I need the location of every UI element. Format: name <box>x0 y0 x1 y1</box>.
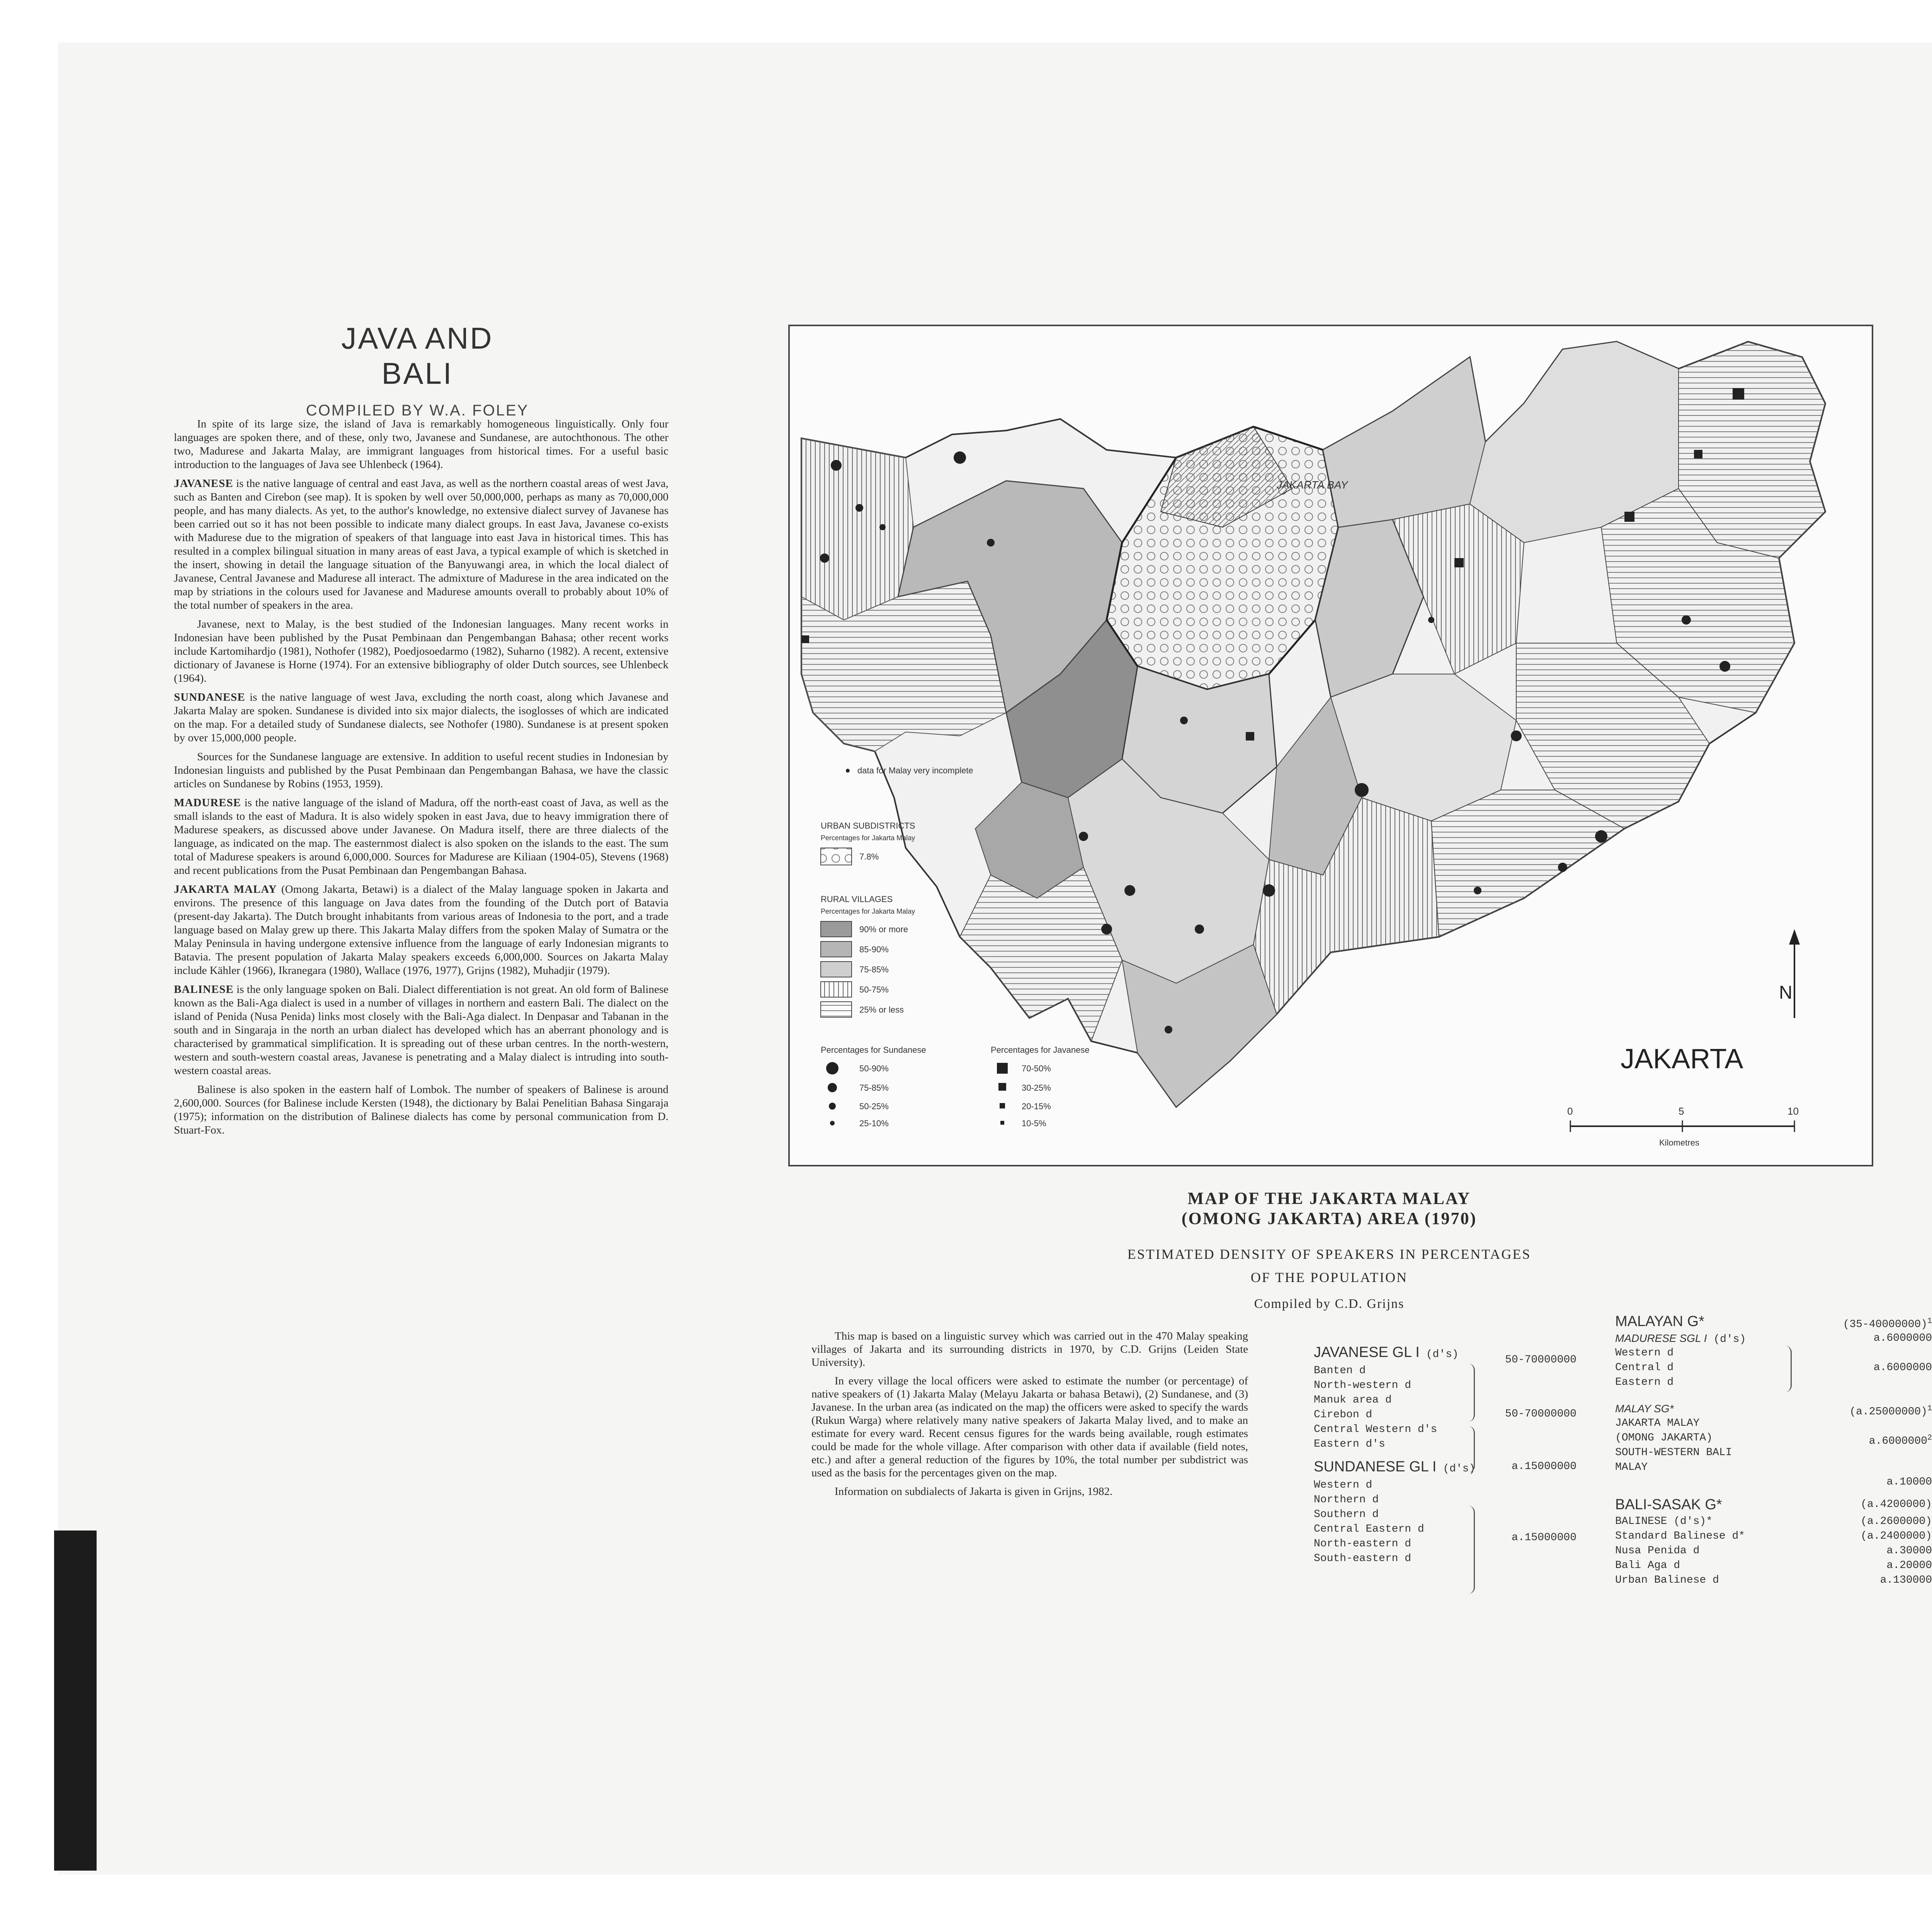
balinese-heading: BALINESE <box>174 983 234 996</box>
balinese-section <box>174 983 668 1078</box>
dialect-item: Western d <box>1314 1479 1372 1491</box>
legend-urban-item: 7.8% <box>859 852 879 861</box>
dialect-count: (a.2400000) <box>1861 1530 1932 1542</box>
legend-rural-title: RURAL VILLAGES <box>821 894 893 904</box>
jakarta-malay-heading: JAKARTA MALAY <box>174 883 277 896</box>
intro-column <box>174 417 668 1142</box>
balinese-text: is the only language spoken on Bali. Dialect differentiation is not great. An old form of Balinese known as the Bali-Aga dialect is used in a number of villages in northern and eastern Bali. The dialect on the island of Penida (Nusa Penida) links most closely with the Bali-Aga dialect. In Denpasar and Tabanan in the south and in Singaraja in the north an urban dialect has developed which has an aberrant phonology and is characterised by grammatical simplification. It is spreading out of these urban centres. In the north-western, western and south-western coastal areas, Javanese is penetrating and a Malay dialect is intruding into south-western coastal areas. <box>174 983 668 1077</box>
legend-sundanese-item: 75-85% <box>859 1083 889 1093</box>
javanese-text: is the native language of central and east Java, as well as the northern coastal areas of west Java, such as Banten and Cirebon (see map). It is spoken by well over 50,000,000, perhaps as many as 70,000,000 people, and has many dialects. As yet, to the author's knowledge, no extensive dialect survey of Javanese has been carried out so it has not been possible to indicate many dialect groups. In east Java, Javanese co-exists with Madurese due to the migration of speakers of that language into east Java in historical times. This has resulted in a complex bilingual situation in many areas of east Java, a typical example of which is sketched in the insert, showing in detail the language situation of the Banyuwangi area, in which the local dialect of Javanese, Central Javanese and Madurese all interact. The admixture of Madurese in the area indicated on the map by striations in the colours used for Javanese and Madurese amounts overall to probably about 10% of the total number of speakers in the area. <box>174 477 668 611</box>
javanese-section <box>174 477 668 612</box>
dialect-item: Western d <box>1615 1347 1674 1359</box>
jakarta-malay-section <box>174 883 668 977</box>
legend-urban-subtitle: Percentages for Jakarta Malay <box>821 834 915 842</box>
classification-javanese-sundanese <box>1314 1345 1577 1566</box>
dialect-item: Banten d <box>1314 1365 1366 1377</box>
map-description-paragraph: Information on subdialects of Jakarta is given in Grijns, 1982. <box>835 1485 1113 1498</box>
scale-tick-label: 5 <box>1679 1105 1684 1117</box>
dialect-item: Manuk area d <box>1314 1394 1392 1406</box>
sundanese-heading: SUNDANESE <box>174 691 245 703</box>
dialect-item: North-western d <box>1314 1379 1412 1391</box>
dialect-item: Urban Balinese d <box>1615 1574 1719 1586</box>
javanese-text-2: Javanese, next to Malay, is the best studied of the Indonesian languages. Many recent works in Indonesian have been published by the Pusat Pembinaan dan Pengembangan Bahasa; other recent works include Kartomihardjo (1981), Nothofer (1982), Poedjosoedarmo (1982), Suharno (1982). A recent, extensive dictionary of Javanese is Horne (1974). For an extensive bibliography of older Dutch sources, see Uhlenbeck (1964). <box>174 618 668 684</box>
dialect-item: North-eastern d <box>1314 1538 1412 1550</box>
madurese-section <box>174 796 668 877</box>
jakarta-map-frame <box>788 325 1873 1166</box>
sundanese-text: is the native language of west Java, excluding the north coast, along which Javanese and Jakarta Malay are spoken. Sundanese is divided into six major dialects, the isoglosses of which are indicated on the map. For a detailed study of Sundanese dialects, see Nothofer (1980). Sundanese is at present spoken by over 15,000,000 people. <box>174 691 668 744</box>
madurese-count: a.6000000 <box>1873 1362 1932 1374</box>
legend-urban-title: URBAN SUBDISTRICTS <box>821 821 915 831</box>
balinese-text-2: Balinese is also spoken in the eastern half of Lombok. The number of speakers of Balinese is around 2,600,000. Sources (for Balinese include Kersten (1948), the dictionary by Balai Penelitian Bahasa Singaraja (1975); information on the distribution of Balinese dialects has come by personal communication from D. Stuart-Fox. <box>174 1083 668 1136</box>
sundanese-head-count: a.15000000 <box>1511 1461 1577 1473</box>
dialect-item: Bali Aga d <box>1615 1559 1680 1571</box>
map-subtitle-line-2: OF THE POPULATION <box>1250 1270 1408 1285</box>
classification-malayan-balisasak <box>1615 1314 1932 1588</box>
sundanese-group-heading: SUNDANESE GL I <box>1314 1459 1437 1475</box>
malayan-count-wrap <box>1843 1314 1932 1332</box>
map-caption <box>788 1188 1870 1311</box>
javanese-count: 50-70000000 <box>1505 1354 1577 1366</box>
jakarta-map <box>790 326 1872 1165</box>
dialect-count: a.20000 <box>1886 1559 1932 1571</box>
dialect-item: BALINESE (d's)* <box>1615 1515 1713 1527</box>
dialect-item: MALAY <box>1615 1461 1648 1473</box>
jakarta-count: a.6000000 <box>1869 1435 1927 1447</box>
dialect-item: Eastern d's <box>1314 1438 1385 1450</box>
dialect-item: South-eastern d <box>1314 1553 1412 1565</box>
edge-strip <box>54 1531 97 1871</box>
legend-sundanese-item: 50-90% <box>859 1064 889 1073</box>
madurese-count: a.6000000 <box>1873 1332 1932 1344</box>
sw-bali-malay-count: a.10000 <box>1886 1476 1932 1488</box>
dialect-item: Central Western d's <box>1314 1423 1437 1435</box>
scale-bar <box>1567 1105 1799 1147</box>
sundanese-section <box>174 691 668 745</box>
jakarta-malay-text: (Omong Jakarta, Betawi) is a dialect of the Malay language spoken in Jakarta and environs. The presence of this language on Java dates from the founding of the Dutch port of Batavia (present-day Jakarta). The Dutch brought inhabitants from various areas of Indonesia to the port, and a trade language based on Malay grew up there. This Jakarta Malay differs from the spoken Malay of Sumatra or the Malay Peninsula in having undergone extensive influence from the language of early Indonesian migrants to Batavia. The present population of Jakarta Malay speakers exceeds 6,000,000. Sources on Jakarta Malay include Kähler (1966), Ikranegara (1980), Wallace (1976, 1977), Grijns (1982), Muhadjir (1979). <box>174 883 668 977</box>
dialect-item: SOUTH-WESTERN BALI <box>1615 1447 1732 1459</box>
legend-rural-item: 50-75% <box>859 985 889 994</box>
intro-paragraph: In spite of its large size, the island of Java is remarkably homogeneous linguistically. Only four languages are spoken there, and of these, only two, Javanese and Sundanese, are autochthonous. The other two, Madurese and Jakarta Malay, are immigrant languages from historical times. For a useful basic introduction to the languages of Java see Uhlenbeck (1964). <box>174 418 668 471</box>
scale-unit-label: Kilometres <box>1659 1138 1699 1147</box>
compiler-credit: COMPILED BY W.A. FOLEY <box>306 402 529 419</box>
note-ref: 1 <box>1927 1404 1932 1413</box>
legend-sundanese-item: 50-25% <box>859 1102 889 1111</box>
legend-incomplete-note: data for Malay very incomplete <box>857 766 973 775</box>
bali-sasak-count: (a.4200000) <box>1861 1498 1932 1510</box>
scale-tick-label: 10 <box>1787 1105 1799 1117</box>
dialect-item: Standard Balinese d* <box>1615 1530 1745 1542</box>
legend-javanese-item: 20-15% <box>1022 1102 1051 1111</box>
dialect-count: a.30000 <box>1886 1545 1932 1557</box>
dialect-item: Central d <box>1615 1362 1674 1374</box>
dialect-item: Nusa Penida d <box>1615 1545 1700 1557</box>
brace <box>1785 1346 1792 1392</box>
legend-rural-subtitle: Percentages for Jakarta Malay <box>821 907 915 915</box>
note-ref: 2 <box>1927 1433 1932 1442</box>
brace <box>1468 1506 1475 1594</box>
dialect-item: Northern d <box>1314 1494 1379 1506</box>
dialect-item: (OMONG JAKARTA) <box>1615 1432 1713 1444</box>
dialect-item: Cirebon d <box>1314 1409 1372 1421</box>
madurese-group-tag: (d's) <box>1713 1333 1746 1345</box>
sundanese-group-tag: (d's) <box>1443 1463 1476 1475</box>
north-label: N <box>1779 982 1793 1003</box>
map-title-line-2: (OMONG JAKARTA) AREA (1970) <box>1181 1209 1477 1228</box>
javanese-group-tag: (d's) <box>1426 1348 1459 1360</box>
malayan-count: (35-40000000) <box>1843 1318 1927 1331</box>
sheet-title-block <box>301 321 533 419</box>
north-arrow <box>1779 929 1800 1018</box>
map-subtitle-line-1: ESTIMATED DENSITY OF SPEAKERS IN PERCENTAGES <box>1127 1246 1531 1262</box>
javanese-heading: JAVANESE <box>174 477 233 490</box>
malay-subgroup-heading: MALAY SG* <box>1615 1403 1674 1415</box>
map-title-line-1: MAP OF THE JAKARTA MALAY <box>1187 1189 1471 1208</box>
map-description-paragraph: In every village the local officers were asked to estimate the number (or percentage) of native speakers of (1) Jakarta Malay (Melayu Jakarta or bahasa Betawi), (2) Sundanese, and (3) Javanese. In the urban area (as indicated on the map) the officers were asked to specify the wards (Rukun Warga) where relatively many native speakers of Jakarta Malay lived, and to make an estimate for every ward. Recent census figures for the wards being available, rough estimates could be made for the whole village. After comparison with other data if available (field notes, etc.) and after a general reduction of the figures by 10%, the total number per subdistrict was used as the basis for the percentages given on the map. <box>811 1375 1248 1479</box>
legend-rural-item: 75-85% <box>859 965 889 974</box>
dialect-item: Central Eastern d <box>1314 1523 1424 1535</box>
legend-rural-item: 25% or less <box>859 1005 904 1015</box>
bali-sasak-heading: BALI-SASAK G* <box>1615 1496 1722 1513</box>
legend-javanese-item: 70-50% <box>1022 1064 1051 1073</box>
city-label: JAKARTA <box>1621 1044 1743 1074</box>
legend-javanese-title: Percentages for Javanese <box>991 1045 1090 1055</box>
note-ref: 1 <box>1927 1317 1932 1326</box>
legend-sundanese-item: 25-10% <box>859 1119 889 1128</box>
madurese-heading: MADURESE <box>174 797 241 809</box>
bay-label: JAKARTA BAY <box>1277 479 1348 491</box>
dialect-count: a.130000 <box>1880 1574 1932 1586</box>
map-description-paragraph: This map is based on a linguistic survey which was carried out in the 470 Malay speaking villages of Jakarta and its surrounding districts in 1970, by C.D. Grijns (Leiden State University). <box>811 1330 1248 1369</box>
javanese-count: 50-70000000 <box>1505 1408 1577 1420</box>
sundanese-text-2: Sources for the Sundanese language are extensive. In addition to useful recent studies in Indonesian by Indonesian linguists and published by the Pusat Pembinaan dan Pengembangan Bahasa, we have the classic articles on Sundanese by Robins (1953, 1959). <box>174 751 668 790</box>
legend-rural-item: 85-90% <box>859 945 889 954</box>
dialect-count: (a.2600000) <box>1861 1515 1932 1527</box>
legend-javanese-item: 30-25% <box>1022 1083 1051 1093</box>
sheet-title: JAVA AND BALI <box>341 321 493 390</box>
brace <box>1468 1426 1475 1473</box>
dialect-item: JAKARTA MALAY <box>1615 1417 1700 1429</box>
javanese-group-heading: JAVANESE GL I <box>1314 1344 1420 1360</box>
malay-count: (a.25000000) <box>1849 1406 1927 1418</box>
legend-sundanese-title: Percentages for Sundanese <box>821 1045 926 1055</box>
legend-rural-item: 90% or more <box>859 924 908 934</box>
legend-javanese-item: 10-5% <box>1022 1119 1046 1128</box>
madurese-group-heading: MADURESE SGL I <box>1615 1332 1707 1344</box>
sundanese-count: a.15000000 <box>1511 1532 1577 1544</box>
dialect-item: Southern d <box>1314 1508 1379 1520</box>
malayan-group-heading: MALAYAN G* <box>1615 1313 1704 1330</box>
madurese-text: is the native language of the island of Madura, off the north-east coast of Java, as well as the small islands to the east of Madura. It is also widely spoken in east Java, due to heavy immigration there of Madurese speakers, as discussed above under Javanese. On Madura itself, there are three dialects of the language, as indicated on the map. The easternmost dialect is also spoken on the islands to the east. The sum total of Madurese speakers is around 6,000,000. Sources for Madurese are Kiliaan (1904-05), Stevens (1968) and recent publications from the Pusat Pembinaan dan Pengembangan Bahasa. <box>174 797 669 877</box>
dialect-item: Eastern d <box>1615 1376 1674 1388</box>
brace <box>1468 1364 1475 1422</box>
map-compiler: Compiled by C.D. Grijns <box>1254 1297 1405 1311</box>
scale-tick-label: 0 <box>1567 1105 1573 1117</box>
map-description-column <box>811 1330 1248 1503</box>
